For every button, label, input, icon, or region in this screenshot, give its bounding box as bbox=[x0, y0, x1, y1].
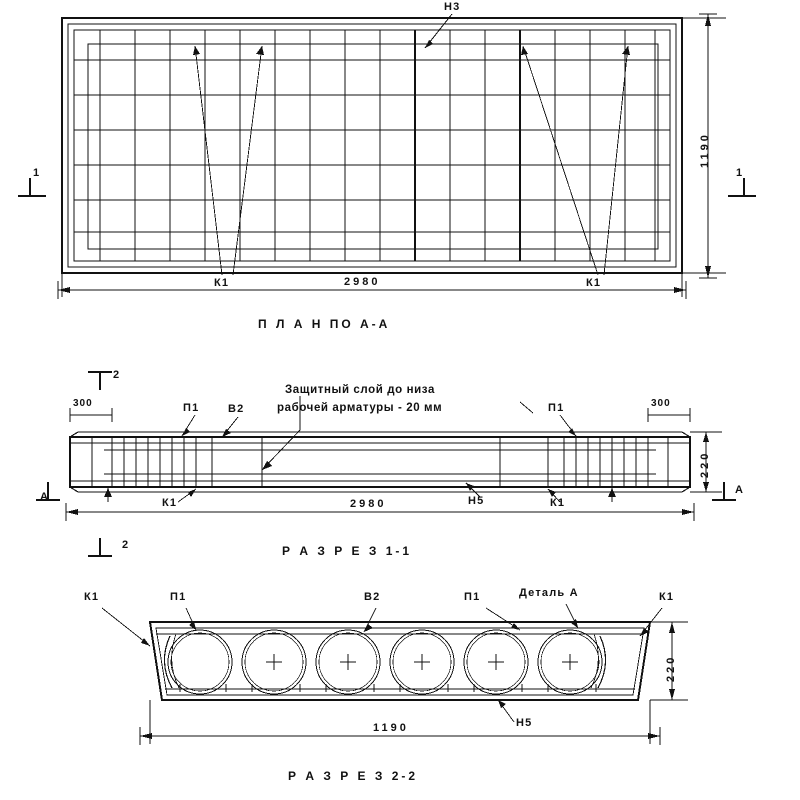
plan-section-mark-left: 1 bbox=[33, 167, 41, 179]
section-dimension-edge-left: 300 bbox=[73, 398, 93, 409]
section-note-line-2: рабочей арматуры - 20 мм bbox=[277, 402, 443, 414]
plan-section-mark-right: 1 bbox=[736, 167, 744, 179]
cross-callout-p1-left: П1 bbox=[170, 591, 187, 603]
section-mark-a-left: А bbox=[40, 491, 50, 503]
plan-callout-h3: Н3 bbox=[444, 1, 461, 13]
section-mark-2-bottom: 2 bbox=[122, 539, 130, 551]
cross-dimension-height: 220 bbox=[665, 654, 677, 682]
section-note-line-1: Защитный слой до низа bbox=[285, 384, 435, 396]
cross-callout-k1-right: К1 bbox=[659, 591, 675, 603]
section-callout-h5: Н5 bbox=[468, 495, 485, 507]
section-mark-2-top: 2 bbox=[113, 369, 121, 381]
section-2-2-title: Р А З Р Е З 2-2 bbox=[288, 769, 419, 783]
section-mark-a-right: А bbox=[735, 484, 745, 496]
section-1-1-title: Р А З Р Е З 1-1 bbox=[282, 544, 413, 558]
cross-callout-h5: Н5 bbox=[516, 717, 533, 729]
plan-view-geometry bbox=[18, 14, 756, 299]
plan-callout-k1-left: К1 bbox=[214, 277, 230, 289]
section-callout-k1-left: К1 bbox=[162, 497, 178, 509]
cross-callout-detail-a: Деталь А bbox=[519, 587, 579, 599]
cross-callout-p1-right: П1 bbox=[464, 591, 481, 603]
section-callout-p1-right: П1 bbox=[548, 402, 565, 414]
plan-view-title: П Л А Н ПО А-А bbox=[258, 317, 391, 331]
section-dimension-edge-right: 300 bbox=[651, 398, 671, 409]
section-dimension-height: 220 bbox=[699, 450, 711, 478]
cross-callout-v2: В2 bbox=[364, 591, 381, 603]
plan-callout-k1-right: К1 bbox=[586, 277, 602, 289]
plan-dimension-length: 2980 bbox=[344, 276, 381, 288]
section-callout-v2: В2 bbox=[228, 403, 245, 415]
cross-dimension-width: 1190 bbox=[373, 722, 409, 734]
plan-dimension-width: 1190 bbox=[699, 132, 711, 168]
section-1-1-geometry bbox=[36, 369, 736, 556]
section-callout-p1-left: П1 bbox=[183, 402, 200, 414]
section-callout-k1-right: К1 bbox=[550, 497, 566, 509]
cross-callout-k1-left: К1 bbox=[84, 591, 100, 603]
section-dimension-length: 2980 bbox=[350, 498, 387, 510]
